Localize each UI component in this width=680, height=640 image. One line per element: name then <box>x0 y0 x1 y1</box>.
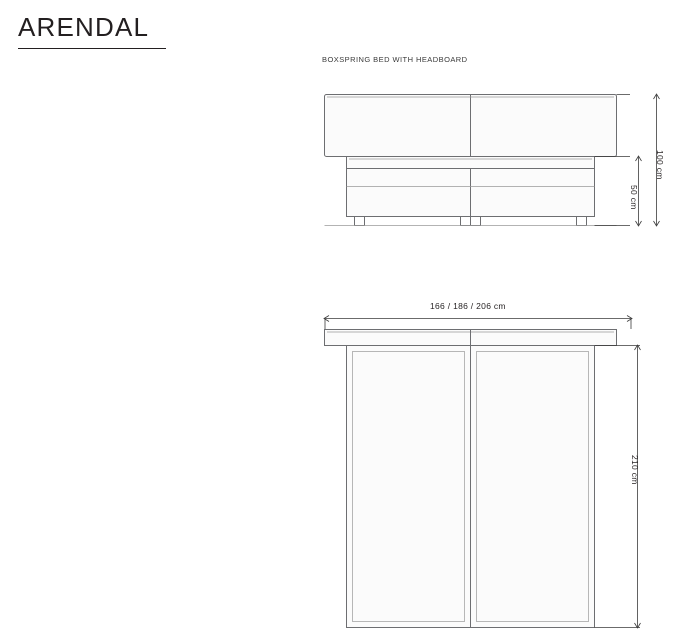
product-caption: BOXSPRING BED WITH HEADBOARD <box>322 55 468 64</box>
dimension-label-width: 166 / 186 / 206 cm <box>430 301 506 311</box>
dimension-label-length: 210 cm <box>630 455 640 485</box>
dimension-label-height-base: 50 cm <box>629 185 639 210</box>
top-plan-svg <box>320 325 640 630</box>
brand-block <box>18 12 168 49</box>
front-elevation-svg <box>320 90 630 250</box>
front-elevation-drawing <box>320 90 630 250</box>
dimension-label-height-total: 100 cm <box>655 150 665 180</box>
brand-underline <box>18 48 166 49</box>
top-plan-drawing <box>320 325 640 630</box>
brand-title: ARENDAL <box>18 12 150 42</box>
